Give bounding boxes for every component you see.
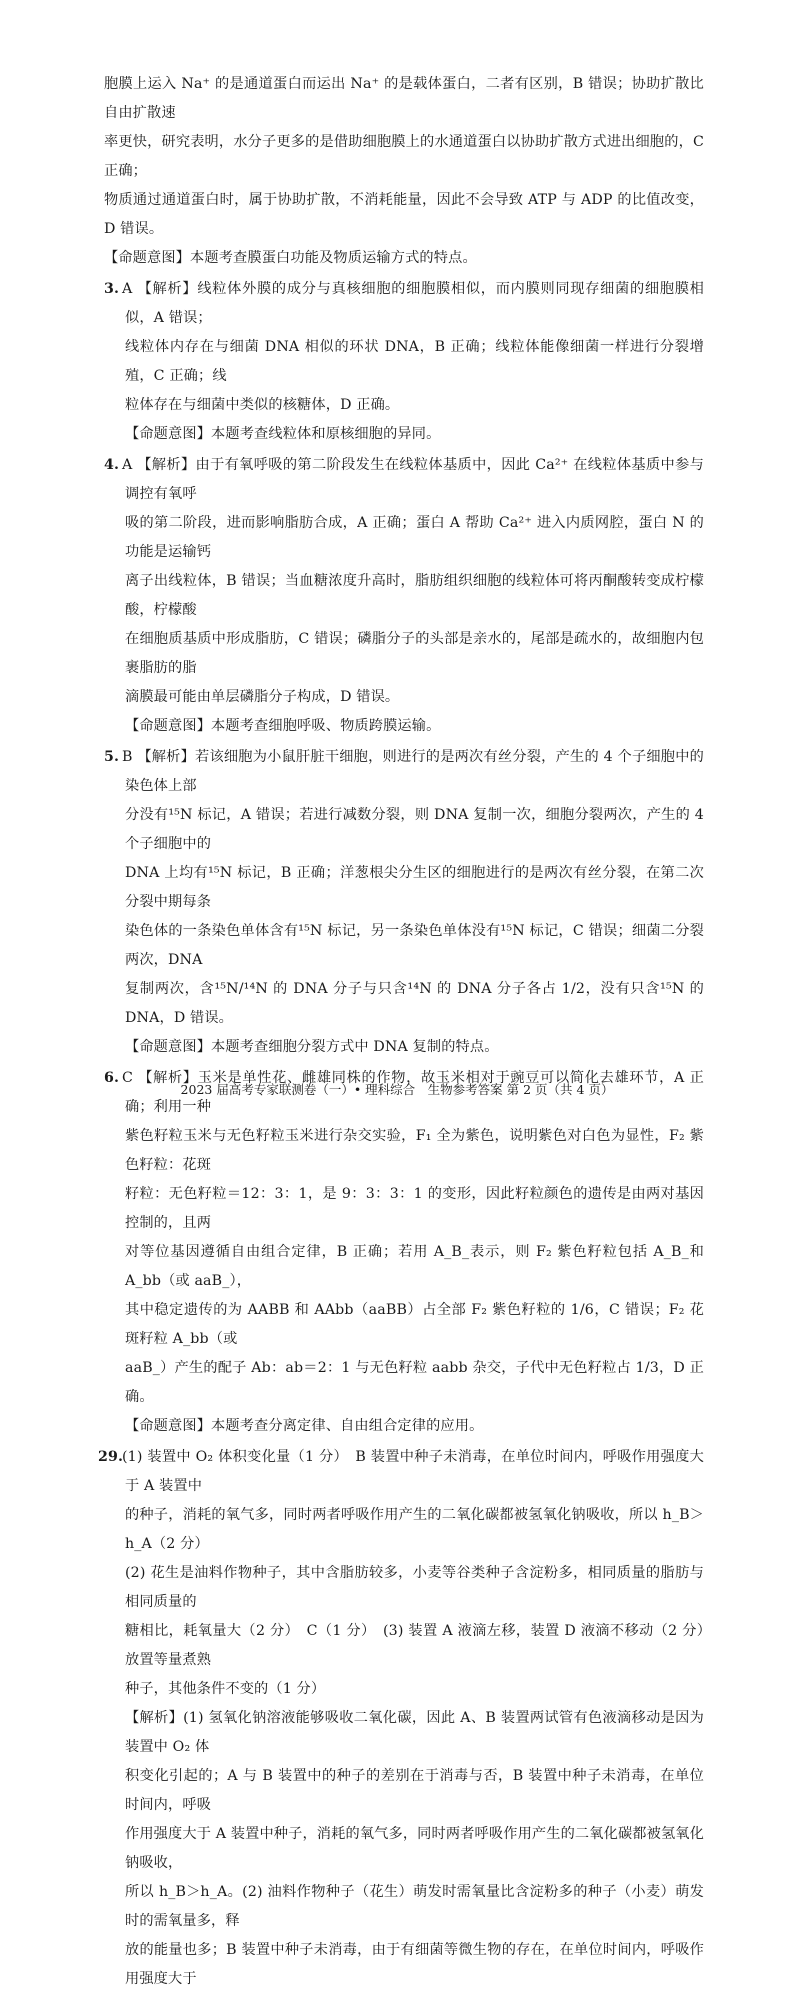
text-line: C 【解析】玉米是单性花、雌雄同株的作物，故玉米相对于豌豆可以简化去雄环节，A 正确；利用一种 — [122, 1070, 704, 1115]
text-line: 作用强度大于 A 装置中种子，消耗的氧气多，同时两者呼吸作用产生的二氧化碳都被氢氧化钠吸收， — [125, 1826, 704, 1871]
answer-block-q5 — [104, 743, 704, 1062]
text-line: 粒体存在与细菌中类似的核糖体，D 正确。 — [125, 397, 400, 413]
intent-note: 【命题意图】本题考查分离定律、自由组合定律的应用。 — [125, 1418, 484, 1434]
intent-note: 【命题意图】本题考查膜蛋白功能及物质运输方式的特点。 — [104, 250, 477, 266]
text-line: 吸的第二阶段，进而影响脂肪合成，A 正确；蛋白 A 帮助 Ca²⁺ 进入内质网腔，蛋白 N 的功能是运输钙 — [125, 515, 704, 560]
text-line: 对等位基因遵循自由组合定律，B 正确；若用 A_B_表示，则 F₂ 紫色籽粒包括 A_B_和 A_bb（或 aaB_）， — [125, 1244, 704, 1289]
question-number: 4. — [104, 457, 120, 473]
text-line: 籽粒：无色籽粒＝12：3：1，是 9：3：3：1 的变形，因此籽粒颜色的遗传是由两对基因控制的，且两 — [125, 1186, 704, 1231]
text-line: 率更快，研究表明，水分子更多的是借助细胞膜上的水通道蛋白以协助扩散方式进出细胞的，C 正确； — [104, 134, 704, 179]
text-line: 所以 h_B＞h_A。(2) 油料作物种子（花生）萌发时需氧量比含淀粉多的种子（小麦）萌发时的需氧量多，释 — [125, 1884, 704, 1929]
text-line: 染色体的一条染色单体含有¹⁵N 标记，另一条染色单体没有¹⁵N 标记，C 错误；细菌二分裂两次，DNA — [125, 923, 704, 968]
text-line: B 【解析】若该细胞为小鼠肝脏干细胞，则进行的是两次有丝分裂，产生的 4 个子细胞中的染色体上部 — [122, 749, 704, 794]
answer-block-q29 — [98, 1443, 719, 1994]
question-number: 29. — [98, 1449, 124, 1465]
text-line: 其中稳定遗传的为 AABB 和 AAbb（aaBB）占全部 F₂ 紫色籽粒的 1/6，C 错误；F₂ 花斑籽粒 A_bb（或 — [125, 1302, 704, 1347]
text-line: 离子出线粒体，B 错误；当血糖浓度升高时，脂肪组织细胞的线粒体可将丙酮酸转变成柠檬酸，柠檬酸 — [125, 573, 704, 618]
answer-block-q6 — [104, 1064, 704, 1441]
text-line: (2) 花生是油料作物种子，其中含脂肪较多，小麦等谷类种子含淀粉多，相同质量的脂肪与相同质量的 — [125, 1565, 704, 1610]
text-line: 胞膜上运入 Na⁺ 的是通道蛋白而运出 Na⁺ 的是载体蛋白，二者有区别，B 错误；协助扩散比自由扩散速 — [104, 76, 704, 121]
analysis-line: 【解析】(1) 氢氧化钠溶液能够吸收二氧化碳，因此 A、B 装置两试管有色液滴移动是因为装置中 O₂ 体 — [125, 1710, 704, 1755]
text-line: (1) 装置中 O₂ 体积变化量（1 分） B 装置中种子未消毒，在单位时间内，呼吸作用强度大于 A 装置中 — [122, 1449, 704, 1494]
text-line: 紫色籽粒玉米与无色籽粒玉米进行杂交实验，F₁ 全为紫色，说明紫色对白色为显性，F₂ 紫色籽粒：花斑 — [125, 1128, 704, 1173]
text-line: DNA 上均有¹⁵N 标记，B 正确；洋葱根尖分生区的细胞进行的是两次有丝分裂，在第二次分裂中期每条 — [125, 865, 704, 910]
intent-note: 【命题意图】本题考查线粒体和原核细胞的异同。 — [125, 426, 441, 442]
text-line: 线粒体内存在与细菌 DNA 相似的环状 DNA，B 正确；线粒体能像细菌一样进行分裂增殖，C 正确；线 — [125, 339, 704, 384]
page-body — [98, 70, 719, 1994]
answer-block-q4 — [104, 451, 704, 741]
question-number: 6. — [104, 1070, 120, 1086]
intent-note: 【命题意图】本题考查细胞呼吸、物质跨膜运输。 — [125, 718, 441, 734]
text-line: 的种子，消耗的氧气多，同时两者呼吸作用产生的二氧化碳都被氢氧化钠吸收，所以 h_B＞h_A（2 分） — [125, 1507, 704, 1552]
text-line: 复制两次，含¹⁵N/¹⁴N 的 DNA 分子与只含¹⁴N 的 DNA 分子各占 1/2，没有只含¹⁵N 的 DNA，D 错误。 — [125, 981, 704, 1026]
question-number: 5. — [104, 749, 120, 765]
text-line: 积变化引起的；A 与 B 装置中的种子的差别在于消毒与否，B 装置中种子未消毒，在单位时间内，呼吸 — [125, 1768, 704, 1813]
text-line: 滴膜最可能由单层磷脂分子构成，D 错误。 — [125, 689, 400, 705]
page-footer: 2023 届高考专家联测卷（一）• 理科综合 生物参考答案 第 2 页（共 4 页） — [180, 1082, 614, 1097]
text-line: 放的能量也多；B 装置中种子未消毒，由于有细菌等微生物的存在，在单位时间内，呼吸作用强度大于 — [125, 1942, 704, 1987]
text-line: A 【解析】由于有氧呼吸的第二阶段发生在线粒体基质中，因此 Ca²⁺ 在线粒体基质中参与调控有氧呼 — [122, 457, 704, 502]
text-line: aaB_）产生的配子 Ab：ab＝2：1 与无色籽粒 aabb 杂交，子代中无色籽粒占 1/3，D 正确。 — [125, 1360, 704, 1405]
text-line: 物质通过通道蛋白时，属于协助扩散，不消耗能量，因此不会导致 ATP 与 ADP 的比值改变，D 错误。 — [104, 192, 704, 237]
text-line: 种子，其他条件不变的（1 分） — [125, 1681, 326, 1697]
text-line: 糖相比，耗氧量大（2 分） C（1 分） (3) 装置 A 液滴左移，装置 D 液滴不移动（2 分） 放置等量煮熟 — [125, 1623, 719, 1668]
text-line: 分没有¹⁵N 标记，A 错误；若进行减数分裂，则 DNA 复制一次，细胞分裂两次，产生的 4 个子细胞中的 — [125, 807, 704, 852]
answer-block-q3 — [104, 275, 704, 449]
intent-note: 【命题意图】本题考查细胞分裂方式中 DNA 复制的特点。 — [125, 1039, 499, 1055]
text-line: 在细胞质基质中形成脂肪，C 错误；磷脂分子的头部是亲水的，尾部是疏水的，故细胞内包裹脂肪的脂 — [125, 631, 704, 676]
question-number: 3. — [104, 281, 120, 297]
text-line: A 【解析】线粒体外膜的成分与真核细胞的细胞膜相似，而内膜则同现存细菌的细胞膜相似，A 错误； — [122, 281, 704, 326]
